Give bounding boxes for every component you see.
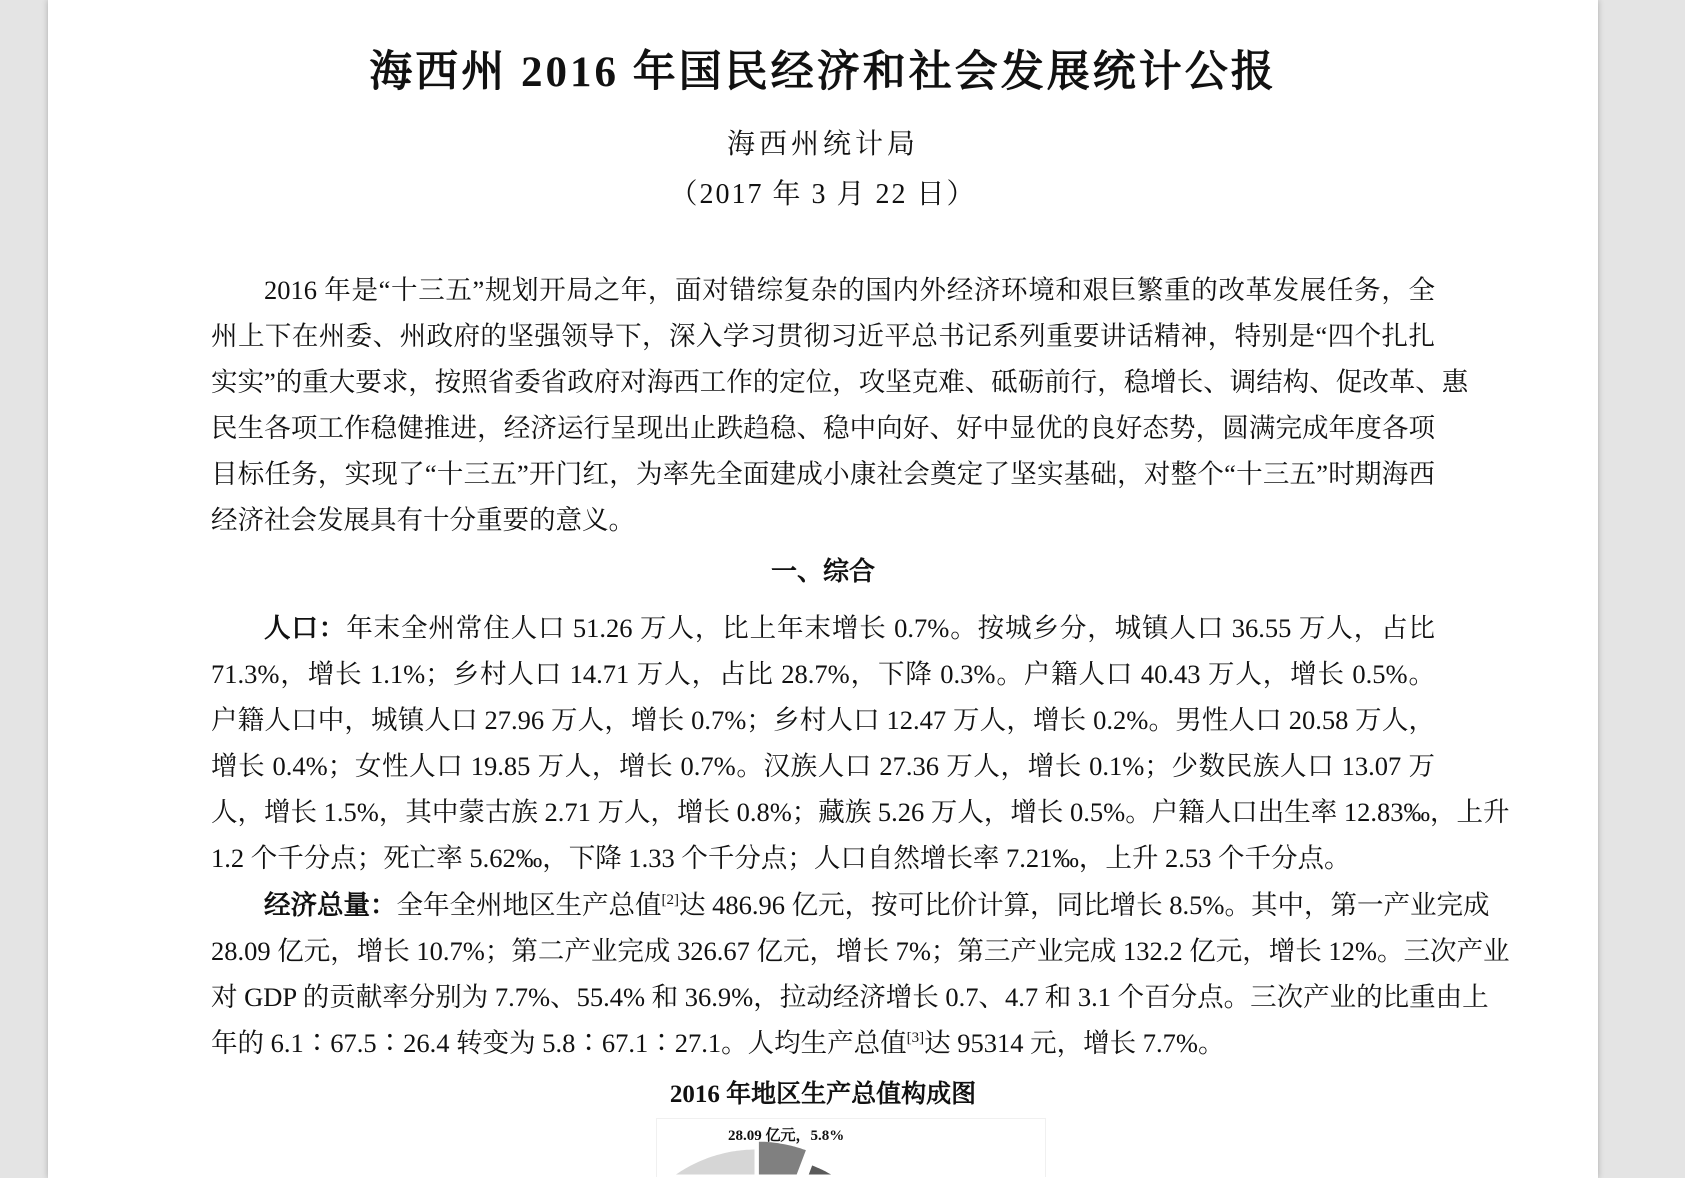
text-run: 经济社会发展具有十分重要的意义。 — [211, 505, 635, 535]
text-run: 2016 年是“十三五”规划开局之年，面对错综复杂的国内外经济环境和艰巨繁重的改革发展任务，全 — [264, 275, 1435, 305]
lead-term: 人口： — [264, 613, 347, 643]
text-run: 全年全州地区生产总值 — [396, 890, 662, 920]
text-run: 对 GDP 的贡献率分别为 7.7%、55.4% 和 36.9%，拉动经济增长 0.7、4.7 和 3.1 个百分点。三次产业的比重由上 — [211, 982, 1489, 1012]
text-run: 达 486.96 亿元，按可比价计算，同比增长 8.5%。其中，第一产业完成 — [679, 890, 1490, 920]
pie-chart — [48, 0, 1598, 1178]
text-run: 人，增长 1.5%，其中蒙古族 2.71 万人，增长 0.8%；藏族 5.26 万人，增长 0.5%。户籍人口出生率 12.83‰，上升 — [211, 797, 1510, 827]
text-run: 1.2 个千分点；死亡率 5.62‰，下降 1.33 个千分点；人口自然增长率 7.21‰，上升 2.53 个千分点。 — [211, 843, 1351, 873]
text-run: 年末全州常住人口 51.26 万人，比上年末增长 0.7%。按城乡分，城镇人口 36.55 万人，占比 — [346, 613, 1436, 643]
text-run: 民生各项工作稳健推进，经济运行呈现出止跌趋稳、稳中向好、好中显优的良好态势，圆满完成年度各项 — [211, 413, 1435, 443]
text-run: 达 95314 元，增长 7.7%。 — [924, 1028, 1225, 1058]
text-run: 目标任务，实现了“十三五”开门红，为率先全面建成小康社会奠定了坚实基础，对整个“十三五”时期海西 — [211, 459, 1435, 489]
text-run: 增长 0.4%；女性人口 19.85 万人，增长 0.7%。汉族人口 27.36 万人，增长 0.1%；少数民族人口 13.07 万 — [211, 751, 1435, 781]
pie-label-primary: 28.09 亿元，5.8% — [728, 1128, 845, 1144]
section-heading: 一、综合 — [770, 557, 875, 586]
document-title: 海西州 2016 年国民经济和社会发展统计公报 — [369, 49, 1277, 96]
document-page — [48, 0, 1598, 1178]
lead-term: 经济总量： — [264, 890, 397, 920]
footnote-ref[interactable]: [3] — [906, 1030, 925, 1046]
text-run: 州上下在州委、州政府的坚强领导下，深入学习贯彻习近平总书记系列重要讲话精神，特别是“四个扎扎 — [211, 321, 1435, 351]
text-run: 户籍人口中，城镇人口 27.96 万人，增长 0.7%；乡村人口 12.47 万人，增长 0.2%。男性人口 20.58 万人， — [211, 705, 1435, 735]
chart-title: 2016 年地区生产总值构成图 — [669, 1081, 977, 1108]
document-date: （2017 年 3 月 22 日） — [669, 179, 977, 210]
pie-slice — [807, 1164, 837, 1177]
text-run: 年的 6.1∶67.5∶26.4 转变为 5.8∶67.1∶27.1。人均生产总值 — [211, 1028, 907, 1058]
footnote-ref[interactable]: [2] — [661, 892, 679, 908]
text-run: 实实”的重大要求，按照省委省政府对海西工作的定位，攻坚克难、砥砺前行，稳增长、调结构、促改革、惠 — [211, 367, 1469, 397]
pie-slice — [671, 1148, 756, 1176]
text-run: 71.3%，增长 1.1%；乡村人口 14.71 万人，占比 28.7%，下降 0.3%。户籍人口 40.43 万人，增长 0.5%。 — [211, 659, 1435, 689]
document-author: 海西州统计局 — [726, 129, 919, 160]
pie-slice — [757, 1140, 807, 1176]
text-run: 28.09 亿元，增长 10.7%；第二产业完成 326.67 亿元，增长 7%；第三产业完成 132.2 亿元，增长 12%。三次产业 — [211, 936, 1510, 966]
